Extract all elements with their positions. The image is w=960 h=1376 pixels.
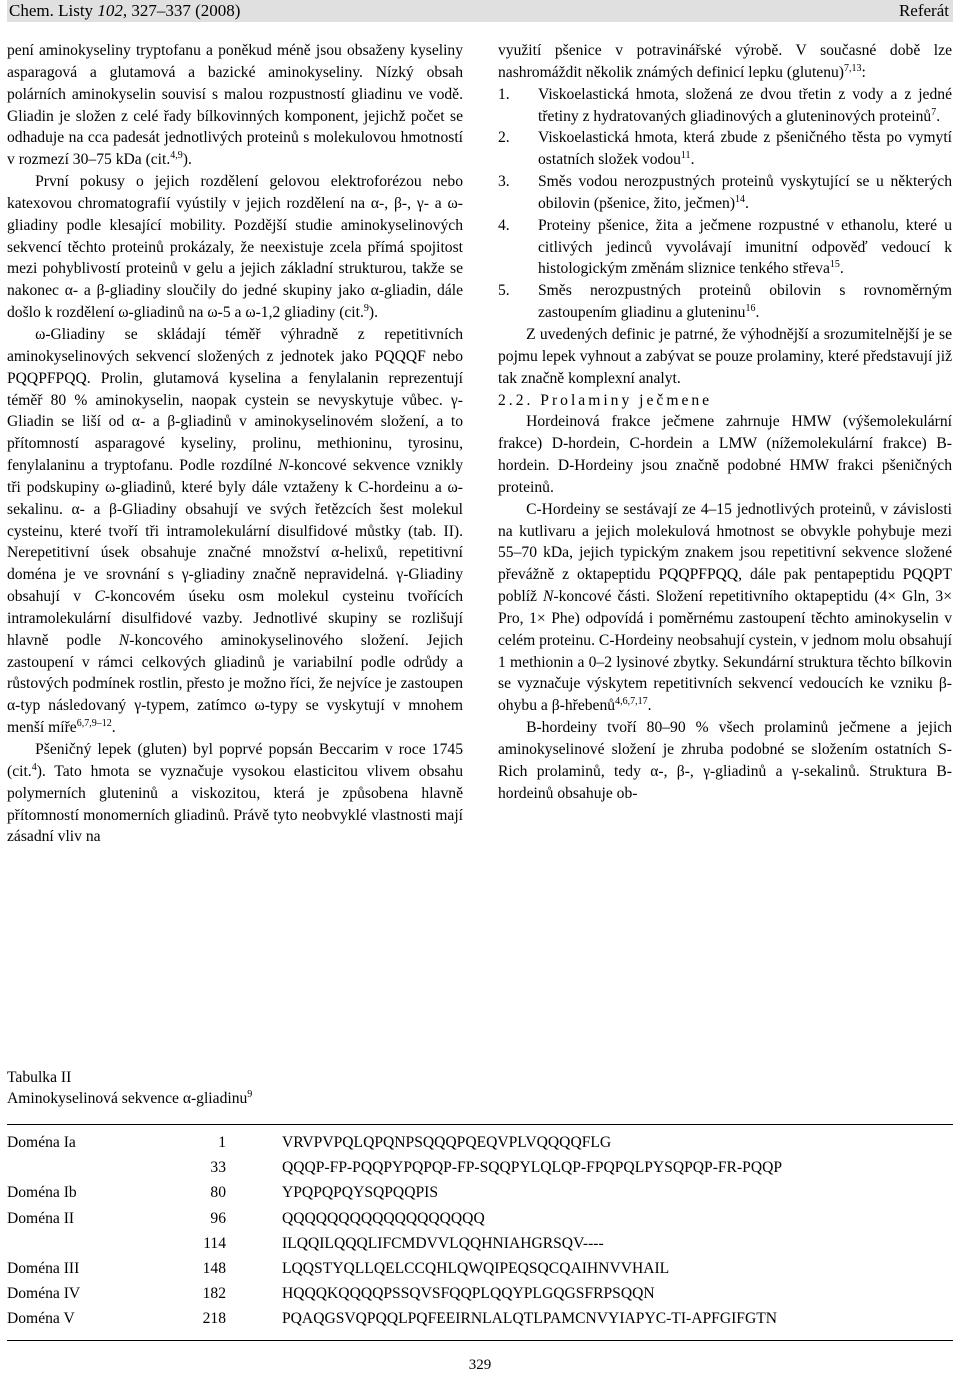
paragraph: Hordeinová frakce ječmene zahrnuje HMW (výšemolekulární frakce) D-hordein, C-hordein a LMW (nížemolekulární frakce) B-hordein. D-Hordeiny jsou značně podobné HMW frakci pšeničných proteinů. (498, 413, 952, 496)
table-row (7, 1256, 782, 1281)
paragraph: ω-Gliadiny se skládají téměř výhradně z repetitivních aminokyselinových sekvencí složených z jednotek jako PQQQF nebo PQQPFPQQ. Prolin, glutamová kyselina a fenylalanin reprezentují téměř 80 % aminokyselin, naopak cystein se nevyskytuje vůbec. γ-Gliadin se liší od α- a β-gliadinů v aminokyselinovém složení, a to přítomností asparagové kyseliny, prolinu, methioninu, tyrosinu, fenylalaninu a tryptofanu. Podle rozdílné N-koncové sekvence vznikly tři podskupiny ω-gliadinů, které byly dále vztaženy k C-hordeinu a ω-sekalinu. α- a β-Gliadiny obsahují ve svých řetězcích šest molekul cysteinu, které tvoří tři intramolekulární disulfidové můstky (tab. II). Nerepetitivní úsek obsahuje značné množství α-helixů, repetitivní doména je ve srovnání s γ-gliadiny značně nepravidelná. γ-Gliadiny obsahují v C-koncovém úseku osm molekul cysteinu tvořících intramolekulární disulfidové vazby. Jednotlivé skupiny se rozlišují hlavně podle N-koncového aminokyselinového složení. Jejich zastoupení v rámci celkových gliadinů je variabilní podle odrůdy a růstových podmínek rostlin, přesto je možno říci, že nejvíce je zastoupen α-typ následovaný γ-typem, zatímco ω-typy se vyskytují v mnohem menší míře$^{6,7,9-12}$. (7, 325, 464, 737)
table-row (7, 1180, 782, 1205)
journal-volume: 102 (97, 1, 123, 20)
table-row (7, 1155, 782, 1180)
domain-cell: Doména V (7, 1310, 75, 1328)
paragraph: První pokusy o jejich rozdělení gelovou elektroforézou nebo katexovou chromatografií vyústily v jejich rozdělení na α-, β-, γ- a ω-gliadiny podle klesající mobility. Pozdější studie aminokyselinových sekvencí těchto proteinů prokázaly, že neexistuje zcela přímá spojitost mezi pohyblivostí proteinů v gelu a jejich základní strukturou, takže se nakonec α- a β-gliadiny sloučily do jedné skupiny jako α-gliadin, dále došlo k rozdělení ω-gliadinů na ω-5 a ω-1,2 gliadiny (cit.$^9$). (7, 173, 463, 322)
paragraph: B-hordeiny tvoří 80–90 % všech prolaminů ječmene a jejich aminokyselinové složení je zhruba podobné se složením ostatních S-Rich prolaminů, tedy α-, β-, γ-gliadinů a γ-sekalinů. Struktura B-hordeinů obsahuje ob- (498, 719, 952, 802)
table-row (7, 1281, 782, 1306)
table-row (7, 1231, 782, 1256)
list-item: 5. Směs nerozpustných proteinů obilovin s rovnoměrným zastoupením gliadinu a gluteninu$^{16}$. (498, 282, 952, 322)
domain-cell: Doména III (7, 1260, 80, 1278)
position-cell: 218 (202, 1310, 226, 1328)
table-rule-top (7, 1124, 953, 1125)
position-cell: 1 (218, 1134, 226, 1151)
gluten-definitions-list (498, 84, 952, 324)
sequence-cell: LQQSTYQLLQELCCQHLQWQIPEQSQCQAIHNVVHAIL (282, 1260, 670, 1278)
paragraph: využití pšenice v potravinářské výrobě. V současné době lze nashromáždit několik známých definicí lepku (glutenu)$^{7,13}$: (498, 42, 952, 81)
list-item: 3. Směs vodou nerozpustných proteinů vyskytující se u některých obilovin (pšenice, žito, ječmen)$^{14}$. (498, 173, 952, 212)
sequence-cell: ILQQILQQQLIFCMDVVLQQHNIAHGRSQV---- (282, 1234, 604, 1252)
page-number: 329 (468, 1357, 492, 1373)
right-column (498, 40, 952, 805)
domain-cell: Doména Ib (7, 1184, 77, 1202)
paragraph: pení aminokyseliny tryptofanu a poněkud méně jsou obsaženy kyseliny asparagová a glutamová a bazické aminokyseliny. Nízký obsah polárních aminokyselin souvisí s malou rozpustností gliadinu ve vodě. Gliadin je složen z celé řady bílkovinných komponent, jejichž počet se odhaduje na cca padesát jednotlivých proteinů s molekulovou hmotností v rozmezí 30–75 kDa (cit.$^{4,9}$). (7, 42, 463, 169)
position-cell: 33 (210, 1159, 226, 1177)
domain-cell (7, 1231, 149, 1256)
journal-citation: Chem. Listy 102, 327–337 (2008) (9, 1, 241, 20)
sequence-table (7, 1130, 782, 1332)
domain-cell (7, 1155, 149, 1180)
sequence-cell: QQQP-FP-PQQPYPQPQP-FP-SQQPYLQLQP-FPQPQLPYSQPQP-FR-PQQP (282, 1159, 783, 1177)
list-item: 2. Viskoelastická hmota, která zbude z pšeničného těsta po vymytí ostatních složek vodou$^{11}$. (498, 129, 952, 169)
table-title: Aminokyselinová sekvence α-gliadinu$^9$ (7, 1089, 253, 1107)
section-heading: 2.2. Prolaminy ječmene (498, 391, 713, 409)
table-row (7, 1306, 782, 1331)
table-rule-bottom (7, 1340, 953, 1341)
section-label: Referát (898, 1, 949, 20)
paragraph: C-Hordeiny se sestávají ze 4–15 jednotlivých proteinů, v závislosti na kutlivaru a jejich molekulová hmotnost se obvykle pohybuje mezi 55–70 kDa, jejich typickým znakem jsou repetitivní sekvence složené převážně z oktapeptidu PQQPFPQQ, dále pak pentapeptidu PQQPT poblíž N-koncové části. Složení repetitivního oktapeptidu (4× Gln, 3× Pro, 1× Phe) odpovídá i poměrnému zastoupení těchto aminokyselin v celém proteinu. C-Hordeiny neobsahují cystein, v jednom molu obsahují 1 methionin a 0–2 lysinové zbytky. Sekundární struktura těchto bílkovin se vyznačuje výskytem repetitivních sekvencí vedoucích ke vzniku β-ohybu a β-hřebenů$^{4,6,7,17}$. (498, 500, 952, 715)
table-row (7, 1130, 782, 1155)
left-column (7, 40, 463, 848)
position-cell: 96 (210, 1209, 226, 1227)
position-cell: 80 (210, 1184, 226, 1202)
domain-cell: Doména IV (7, 1285, 81, 1303)
position-cell: 148 (202, 1260, 226, 1278)
sequence-cell: YPQPQPQYSQPQQPIS (282, 1184, 438, 1202)
paragraph: Pšeničný lepek (gluten) byl poprvé popsán Beccarim v roce 1745 (cit.$^4$). Tato hmota se vyznačuje vysokou elasticitou vlivem obsahu polymerních gluteninů a viskozitou, která je způsobena hlavně přítomností monomerních gliadinů. Právě tyto neobvyklé vlastnosti mají zásadní vliv na (7, 741, 463, 846)
paragraph: Z uvedených definic je patrné, že výhodnější a srozumitelnější je se pojmu lepek vyhnout a zabývat se pouze prolaminy, které představují již tak značně komplexní analyt. (498, 325, 952, 387)
domain-cell: Doména Ia (7, 1134, 76, 1151)
position-cell: 114 (203, 1234, 226, 1252)
running-header (7, 0, 953, 22)
sequence-cell: VRVPVPQLQPQNPSQQQPQEQVPLVQQQQFLG (282, 1134, 612, 1151)
sequence-cell: PQAQGSVQPQQLPQFEEIRNLALQTLPAMCNVYIAPYC-TI-APFGIFGTN (282, 1310, 777, 1328)
position-cell: 182 (202, 1285, 226, 1303)
list-item: 1. Viskoelastická hmota, složená ze dvou třetin z vody a z jedné třetiny z hydratovaných gliadinových a gluteninových proteinů$^7$. (498, 85, 952, 125)
table-label: Tabulka II (7, 1069, 72, 1086)
sequence-cell: HQQQKQQQQPSSQVSFQQPLQQYPLGQGSFRPSQQN (282, 1285, 655, 1303)
domain-cell: Doména II (7, 1209, 75, 1227)
sequence-cell: QQQQQQQQQQQQQQQQQQ (282, 1209, 485, 1227)
list-item: 4. Proteiny pšenice, žita a ječmene rozpustné v ethanolu, které u citlivých jedinců vyvolávají imunitní odpověď vedoucí k histologickým změnám sliznice tenkého střeva$^{15}$. (498, 216, 952, 278)
table-row (7, 1206, 782, 1231)
table-caption (7, 1067, 252, 1109)
